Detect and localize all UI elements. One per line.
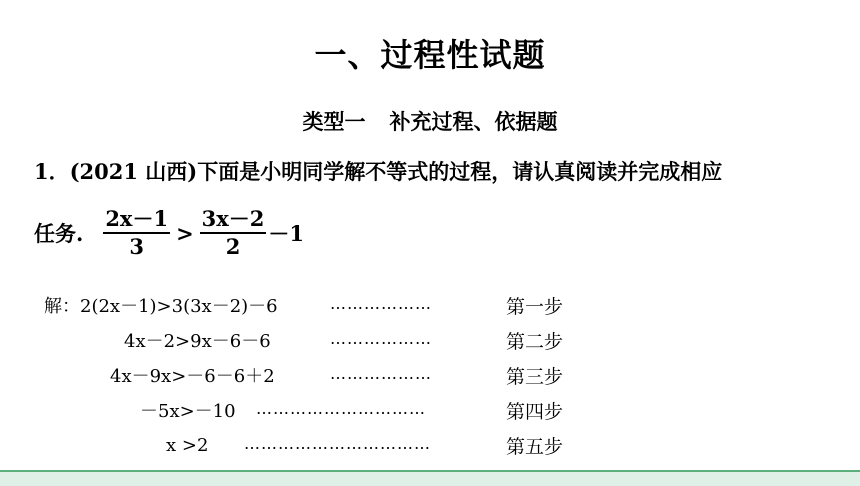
minus-one: －1	[268, 221, 305, 246]
problem-statement-line1: 1．(2021 山西)下面是小明同学解不等式的过程，请认真阅读并完成相应	[34, 159, 723, 184]
subtitle-topic: 补充过程、依据题	[389, 110, 558, 134]
solution-step-1	[44, 290, 278, 320]
step-4-leader-dots: …………………………	[256, 399, 426, 418]
fraction-left-denominator: 3	[129, 234, 144, 259]
page-title: 一、过程性试题	[314, 36, 546, 74]
step-4-label: 第四步	[506, 401, 564, 423]
greater-than-sign: >	[176, 220, 194, 246]
solution-step-5	[166, 430, 208, 460]
problem-statement-line2	[34, 206, 308, 260]
fraction-right-denominator: 2	[225, 234, 241, 259]
section-subtitle	[0, 106, 860, 136]
step-2-leader-dots: ………………	[330, 329, 432, 348]
step-1-leader-dots: ………………	[330, 294, 432, 313]
step-3-label: 第三步	[506, 366, 564, 388]
fraction-right	[200, 206, 267, 260]
step-2-expression: 4x－2>9x－6－6	[124, 331, 271, 352]
step-2-label: 第二步	[506, 331, 564, 353]
subtitle-type: 类型一	[302, 110, 366, 134]
solution-step-3	[110, 360, 275, 390]
step-5-expression: x >2	[166, 434, 209, 456]
step-1-expression: 解：2(2x－1)>3(3x－2)－6	[44, 296, 278, 317]
step-5-label: 第五步	[506, 436, 564, 458]
step-3-leader-dots: ………………	[330, 364, 432, 383]
fraction-right-numerator: 3x－2	[200, 206, 267, 234]
step-5-leader-dots: ……………………………	[244, 434, 431, 453]
fraction-left	[103, 206, 170, 260]
fraction-left-numerator: 2x－1	[103, 206, 170, 234]
problem-prefix: 任务.	[34, 221, 84, 246]
step-4-expression: －5x>－10	[140, 401, 236, 422]
step-1-label: 第一步	[506, 296, 564, 318]
solution-step-2	[124, 325, 271, 355]
step-3-expression: 4x－9x>－6－6＋2	[110, 366, 275, 387]
solution-step-4	[140, 395, 236, 425]
